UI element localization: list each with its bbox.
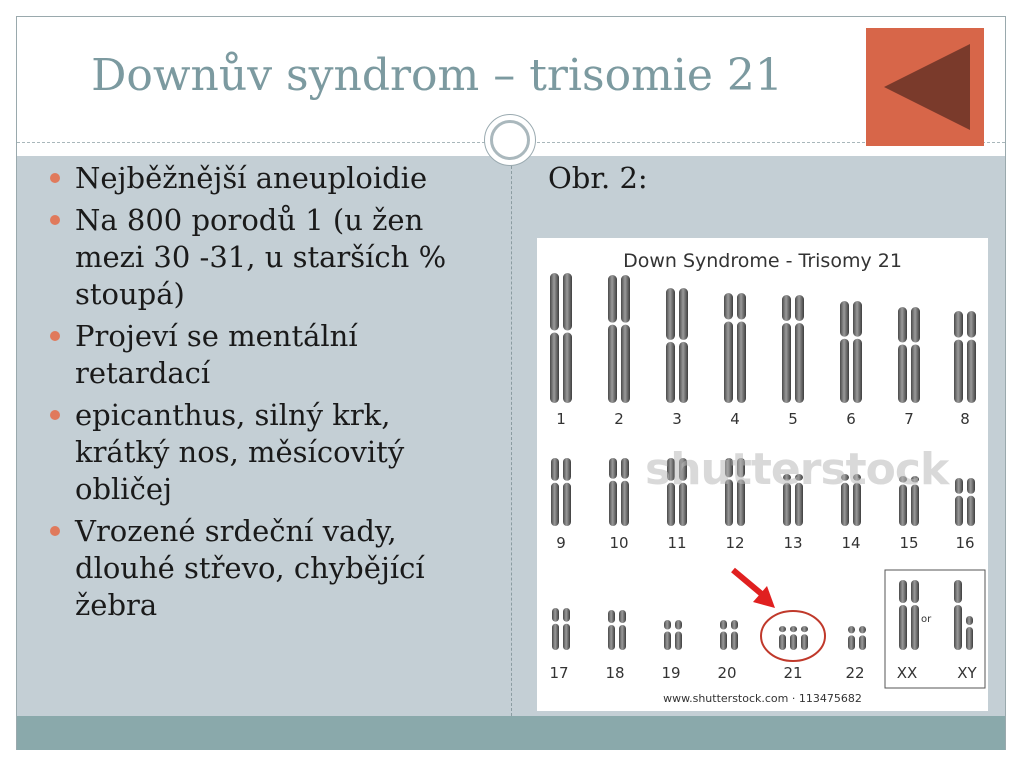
chromosome-16	[955, 478, 963, 526]
chromosome-21	[790, 626, 797, 650]
chromosome-label-22: 22	[845, 664, 865, 682]
karyotype-image	[537, 238, 988, 711]
chromosome-4	[724, 293, 733, 403]
watermark: shutterstock	[645, 444, 949, 495]
chromosome-2	[608, 275, 617, 403]
chromosome-label-1: 1	[556, 410, 566, 428]
chromosome-xy	[966, 616, 973, 650]
chromosome-label-7: 7	[904, 410, 914, 428]
chromosome-label-xy: XY	[957, 664, 977, 682]
column-divider	[511, 156, 512, 716]
chromosome-xx	[899, 580, 907, 650]
chromosome-19	[675, 620, 682, 650]
chromosome-label-9: 9	[556, 534, 566, 552]
chromosome-20	[720, 620, 727, 650]
chromosome-4	[737, 293, 746, 403]
chromosome-5	[795, 295, 804, 403]
chromosome-2	[621, 275, 630, 403]
chromosome-label-19: 19	[661, 664, 681, 682]
bullet-dot-icon	[50, 215, 60, 225]
red-arrow-icon	[733, 570, 775, 608]
chromosome-8	[954, 311, 963, 403]
bullet-item	[48, 318, 488, 392]
bullet-text: Na 800 porodů 1 (u žen mezi 30 -31, u starších % stoupá)	[75, 203, 447, 311]
chromosome-xy	[954, 580, 962, 650]
chromosome-xx	[911, 580, 919, 650]
chromosome-22	[859, 626, 866, 650]
chromosome-label-18: 18	[605, 664, 625, 682]
chromosome-6	[840, 301, 849, 403]
bullet-list	[48, 160, 488, 629]
bullet-item	[48, 202, 488, 313]
chromosome-label-5: 5	[788, 410, 798, 428]
chromosome-label-6: 6	[846, 410, 856, 428]
chromosome-10	[621, 458, 629, 526]
chromosome-label-4: 4	[730, 410, 740, 428]
chromosome-17	[563, 608, 570, 650]
chromosome-label-xx: XX	[896, 664, 918, 682]
chromosome-3	[679, 288, 688, 403]
chromosome-label-15: 15	[899, 534, 919, 552]
chromosome-label-11: 11	[667, 534, 687, 552]
or-label: or	[921, 614, 932, 625]
chromosome-18	[619, 610, 626, 650]
previous-slide-triangle-icon	[866, 28, 984, 146]
chromosome-9	[551, 458, 559, 526]
bullet-item	[48, 513, 488, 624]
chromosome-8	[967, 311, 976, 403]
karyotype-title: Down Syndrome - Trisomy 21	[623, 250, 902, 272]
chromosome-18	[608, 610, 615, 650]
bullet-dot-icon	[50, 173, 60, 183]
image-credit: www.shutterstock.com · 113475682	[663, 692, 862, 705]
chromosome-label-8: 8	[960, 410, 970, 428]
chromosome-label-10: 10	[609, 534, 629, 552]
chromosome-label-16: 16	[955, 534, 975, 552]
chromosome-label-12: 12	[725, 534, 745, 552]
chromosome-21	[801, 626, 808, 650]
chromosome-20	[731, 620, 738, 650]
chromosome-label-2: 2	[614, 410, 624, 428]
ring-ornament-icon	[484, 114, 536, 166]
chromosome-17	[552, 608, 559, 650]
bullet-item	[48, 160, 488, 197]
bullet-item	[48, 397, 488, 508]
chromosome-7	[898, 307, 907, 403]
figure-label: Obr. 2:	[548, 161, 648, 195]
bullet-text: Projeví se mentální retardací	[75, 319, 358, 390]
chromosome-6	[853, 301, 862, 403]
chromosome-label-20: 20	[717, 664, 737, 682]
bullet-dot-icon	[50, 526, 60, 536]
chromosome-10	[609, 458, 617, 526]
chromosome-label-3: 3	[672, 410, 682, 428]
bullet-text: Nejběžnější aneuploidie	[75, 161, 428, 195]
chromosome-label-14: 14	[841, 534, 861, 552]
footer-band	[17, 716, 1005, 750]
bullet-dot-icon	[50, 331, 60, 341]
chromosome-label-13: 13	[783, 534, 803, 552]
previous-slide-button[interactable]	[866, 28, 984, 146]
chromosome-label-17: 17	[549, 664, 569, 682]
bullet-text: Vrozené srdeční vady, dlouhé střevo, chybějící žebra	[75, 514, 425, 622]
chromosome-label-21: 21	[783, 664, 803, 682]
chromosome-1	[563, 273, 572, 403]
chromosome-3	[666, 288, 675, 403]
slide-title: Downův syndrom – trisomie 21	[91, 50, 783, 101]
bullet-dot-icon	[50, 410, 60, 420]
chromosome-5	[782, 295, 791, 403]
bullet-text: epicanthus, silný krk, krátký nos, měsícovitý obličej	[75, 398, 405, 506]
chromosome-1	[550, 273, 559, 403]
chromosome-19	[664, 620, 671, 650]
chromosome-21	[779, 626, 786, 650]
chromosome-7	[911, 307, 920, 403]
chromosome-22	[848, 626, 855, 650]
chromosome-9	[563, 458, 571, 526]
chromosome-16	[967, 478, 975, 526]
